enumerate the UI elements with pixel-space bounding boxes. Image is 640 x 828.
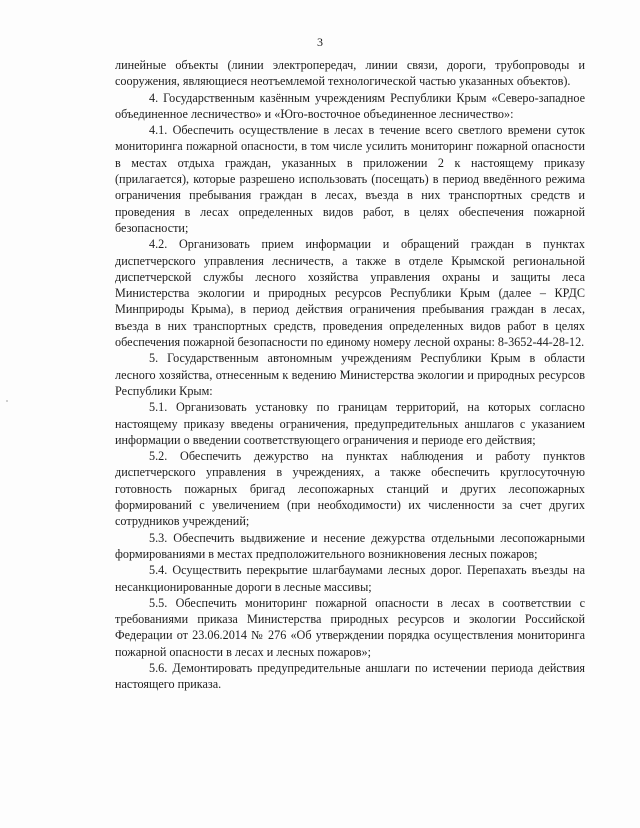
paragraph-item-5-2: 5.2. Обеспечить дежурство на пунктах наблюдения и работу пунктов диспетчерского управления в учреждениях, а также обеспечить круглосуточную готовность пожарных бригад лесопожарных станций и других лесопожарных формирований с увеличением (при необходимости) их численности за счет других сотрудников учреждений; (115, 449, 585, 529)
paragraph-item-4-2: 4.2. Организовать прием информации и обращений граждан в пунктах диспетчерского управления лесничеств, а также в отделе Крымской региональной диспетчерской службы лесного хозяйства управления охраны и защиты леса Министерства экологии и природных ресурсов Республики Крым (далее – КРДС Минприроды Крыма), в период действия ограничения пребывания граждан в лесах, въезда в них транспортных средств, проведения определенных видов работ в целях обеспечения пожарной безопасности по единому номеру лесной охраны: 8-3652-44-28-12. (115, 237, 585, 350)
paragraph-item-5-6: 5.6. Демонтировать предупредительные аншлаги по истечении периода действия настоящего приказа. (115, 660, 585, 692)
paragraph-item-4-1: 4.1. Обеспечить осуществление в лесах в течение всего светлого времени суток мониторинга пожарной опасности, в том числе усилить мониторинг пожарной опасности в местах отдыха граждан, указанных в приложении 2 к настоящему приказу (прилагается), которые разрешено использовать (посещать) в период введённого режима ограничения пребывания граждан в лесах, въезда в них транспортных средств и проведения в лесах определенных видов работ, в целях обеспечения пожарной безопасности; (115, 123, 585, 235)
paragraph-item-5-5: 5.5. Обеспечить мониторинг пожарной опасности в лесах в соответствии с требованиями приказа Министерства природных ресурсов и экологии Российской Федерации от 23.06.2014 № 276 «Об утверждении порядка осуществления мониторинга пожарной опасности в лесах и лесных пожаров»; (115, 595, 585, 659)
paragraph-item-5-1: 5.1. Организовать установку по границам территорий, на которых согласно настоящему приказу введены ограничения, предупредительных аншлагов с указанием информации о введении соответствующего ограничения и периоде его действия; (115, 400, 585, 447)
paragraph-item-4: 4. Государственным казённым учреждениям Республики Крым «Северо-западное объединенное лесничество» и «Юго-восточное объединенное лесничество»: (115, 90, 585, 121)
paragraph-continuation: линейные объекты (линии электропередач, линии связи, дороги, трубопроводы и сооружения, являющиеся неотъемлемой технологической частью указанных объектов). (115, 58, 585, 89)
paragraph-item-5: 5. Государственным автономным учреждениям Республики Крым в области лесного хозяйства, отнесенным к ведению Министерства экологии и природных ресурсов Республики Крым: (115, 351, 585, 398)
page-number: 3 (317, 35, 323, 49)
document-body (115, 57, 585, 693)
paragraph-item-5-4: 5.4. Осуществить перекрытие шлагбаумами лесных дорог. Перепахать въезды на несанкционированные дороги в лесные массивы; (115, 563, 585, 594)
paragraph-item-5-3: 5.3. Обеспечить выдвижение и несение дежурства отдельными лесопожарными формированиями в местах предположительного возникновения лесных пожаров; (115, 530, 585, 561)
scan-artifact (6, 400, 8, 402)
